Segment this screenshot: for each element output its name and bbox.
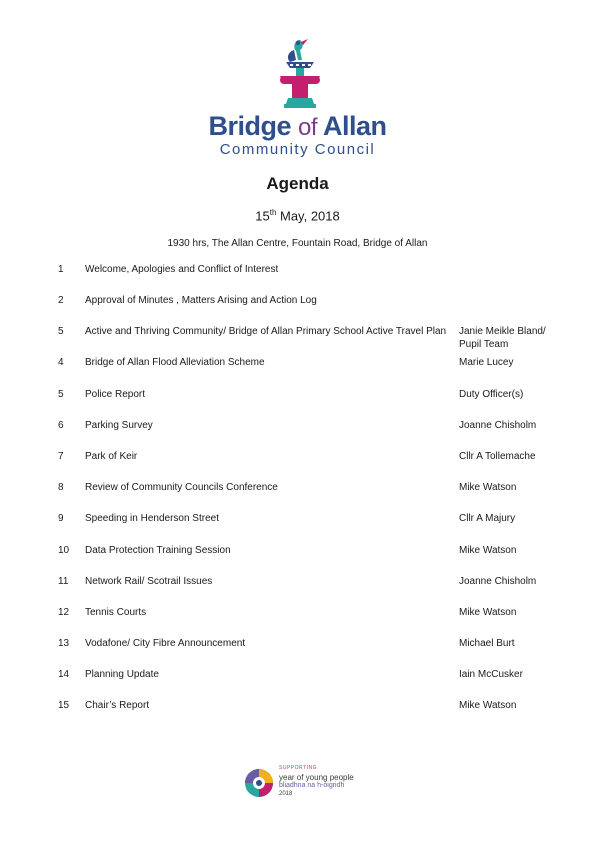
agenda-item-title: Network Rail/ Scotrail Issues — [85, 576, 213, 587]
agenda-item-number: 7 — [58, 451, 64, 462]
agenda-item-title: Speeding in Henderson Street — [85, 513, 219, 524]
agenda-item-number: 5 — [58, 389, 64, 400]
agenda-item-presenter: Marie Lucey — [459, 357, 514, 368]
logo-name-part1: Bridge — [208, 111, 291, 141]
meeting-venue: 1930 hrs, The Allan Centre, Fountain Road, Bridge of Allan — [167, 238, 428, 249]
agenda-item-title: Police Report — [85, 389, 146, 400]
agenda-item-presenter: Joanne Chisholm — [459, 420, 537, 431]
agenda-item-number: 4 — [58, 357, 64, 368]
yoyp-supporting: SUPPORTING — [279, 765, 317, 771]
logo-name-part3: Allan — [323, 111, 387, 141]
bridge-of-allan-logo — [0, 36, 595, 161]
logo-name — [0, 111, 595, 142]
agenda-item-presenter: Mike Watson — [459, 607, 517, 618]
agenda-item-title: Bridge of Allan Flood Alleviation Scheme — [85, 357, 265, 368]
agenda-item-presenter: Mike Watson — [459, 482, 517, 493]
agenda-item-presenter: Joanne Chisholm — [459, 576, 537, 587]
agenda-item-presenter: Janie Meikle Bland/ Pupil Team — [459, 326, 546, 350]
logo-subtitle: Community Council — [219, 141, 376, 158]
agenda-item-number: 12 — [58, 607, 70, 618]
agenda-item-title: Parking Survey — [85, 420, 153, 431]
year-of-young-people-logo — [243, 765, 383, 805]
yoyp-title-en: year of young people — [279, 773, 354, 782]
agenda-item-number: 2 — [58, 295, 64, 306]
year-of-young-people-icon — [243, 767, 275, 799]
agenda-item-presenter: Duty Officer(s) — [459, 389, 524, 400]
agenda-item-presenter: Cllr A Majury — [459, 513, 516, 524]
yoyp-title-gd: bliadhna na h-òigridh — [279, 782, 345, 789]
agenda-item-title: Chair’s Report — [85, 700, 150, 711]
agenda-item-title: Review of Community Councils Conference — [85, 482, 278, 493]
agenda-item-number: 15 — [58, 700, 70, 711]
agenda-item-number: 11 — [58, 576, 69, 587]
agenda-item-number: 9 — [58, 513, 64, 524]
date-suffix: th — [269, 208, 277, 217]
agenda-item-number: 13 — [58, 638, 70, 649]
agenda-item-number: 10 — [58, 545, 70, 556]
agenda-item-title: Vodafone/ City Fibre Announcement — [85, 638, 246, 649]
agenda-item-number: 1 — [58, 264, 64, 275]
date-day: 15 — [255, 208, 270, 224]
meeting-date — [0, 208, 595, 223]
agenda-item-presenter: Cllr A Tollemache — [459, 451, 536, 462]
agenda-item-presenter: Mike Watson — [459, 700, 517, 711]
agenda-item-title: Planning Update — [85, 669, 159, 680]
page-title: Agenda — [266, 174, 329, 193]
agenda-item-number: 5 — [58, 326, 64, 337]
agenda-item-number: 14 — [58, 669, 70, 680]
agenda-item-title: Tennis Courts — [85, 607, 147, 618]
logo-name-part2: of — [298, 114, 318, 141]
agenda-item-presenter: Michael Burt — [459, 638, 515, 649]
yoyp-year: 2018 — [279, 791, 293, 797]
date-rest: May, 2018 — [276, 208, 340, 224]
agenda-item-title: Welcome, Apologies and Conflict of Interest — [85, 264, 279, 275]
agenda-item-title: Active and Thriving Community/ Bridge of Allan Primary School Active Travel Plan — [85, 326, 447, 337]
fountain-peacock-icon — [276, 36, 324, 112]
agenda-item-number: 8 — [58, 482, 64, 493]
agenda-item-title: Data Protection Training Session — [85, 545, 231, 556]
agenda-item-title: Park of Keir — [85, 451, 138, 462]
agenda-item-presenter: Iain McCusker — [459, 669, 523, 680]
agenda-item-number: 6 — [58, 420, 64, 431]
agenda-item-title: Approval of Minutes , Matters Arising and Action Log — [85, 295, 317, 306]
agenda-item-presenter: Mike Watson — [459, 545, 517, 556]
